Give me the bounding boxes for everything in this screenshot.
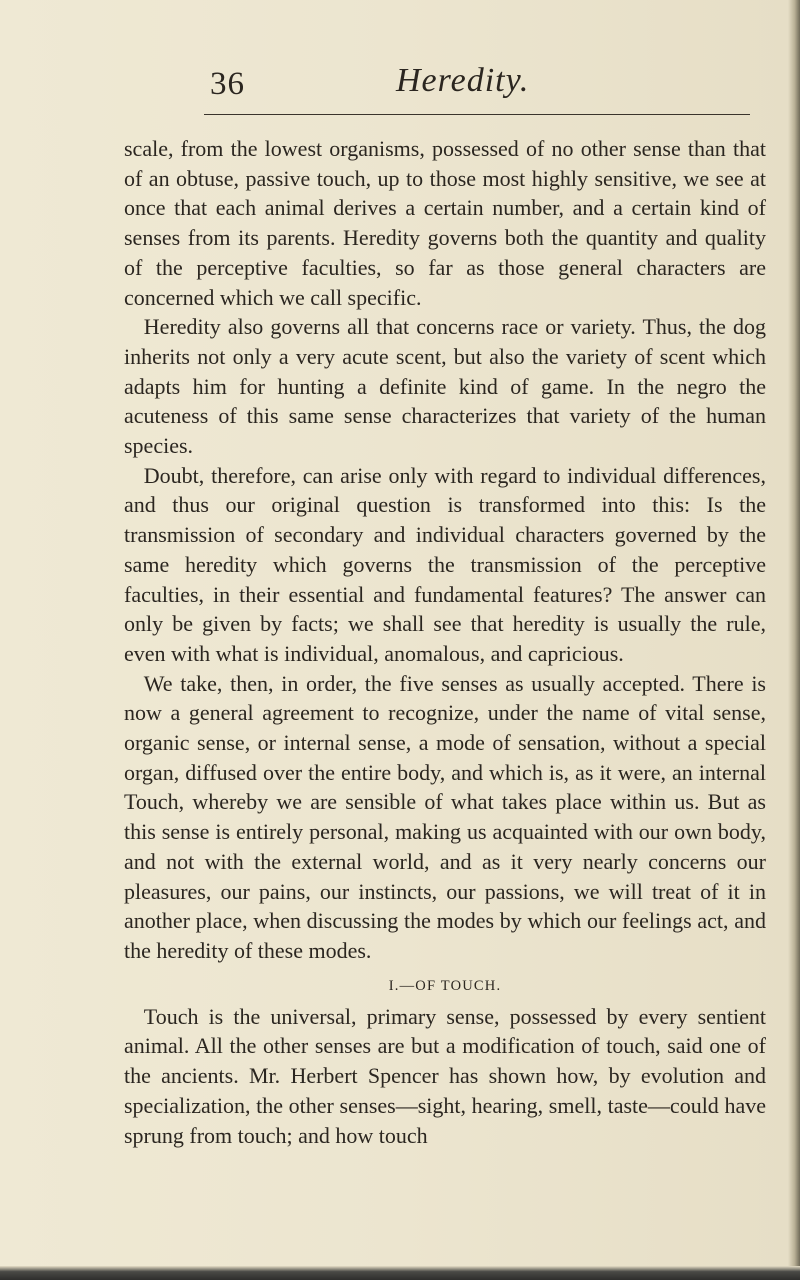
section-heading <box>124 972 766 1000</box>
paragraph: Touch is the universal, primary sense, possessed by every sentient animal. All the other senses are but a modification of touch, said one of the ancients. Mr. Herbert Spencer has shown how, by evolution and specialization, the other senses—sight, hearing, smell, taste—could have sprung from touch; and how touch <box>124 1003 766 1148</box>
section-heading-text: I.—OF TOUCH. <box>388 977 502 994</box>
paragraph: Heredity also governs all that concerns race or variety. Thus, the dog inherits not only a very acute scent, but also the variety of scent which adapts him for hunting a definite kind of game. In the negro the acuteness of this same sense characterizes that variety of the human species. <box>124 314 766 459</box>
header-rule <box>204 114 750 115</box>
running-title: Heredity. <box>396 62 530 99</box>
paragraph: We take, then, in order, the five senses as usually accepted. There is now a general agreement to recognize, under the name of vital sense, organic sense, or internal sense, a mode of sensation, without a special organ, diffused over the entire body, and which is, as it were, an internal Touch, whereby we are sensible of what takes place within us. But as this sense is entirely personal, making us acquainted with our own body, and not with the external world, and as it very nearly concerns our pleasures, our pains, our instincts, our passions, we will treat of it in another place, when discussing the modes by which our feelings act, and the heredity of these modes. <box>124 670 766 963</box>
page-bottom-edge <box>0 1266 800 1280</box>
paragraph: Doubt, therefore, can arise only with regard to individual differences, and thus our original question is transformed into this: Is the transmission of secondary and individual characters governed by the same heredity which governs the transmission of the perceptive faculties, in their essential and fundamental features? The answer can only be given by facts; we shall see that heredity is usually the rule, even with what is individual, anomalous, and capricious. <box>124 462 766 666</box>
page-edge-shadow <box>788 0 800 1280</box>
body-text <box>124 134 766 1150</box>
paragraph: scale, from the lowest organisms, possessed of no other sense than that of an obtuse, passive touch, up to those most highly sensitive, we see at once that each animal derives a certain number, and a certain kind of senses from its parents. Heredity governs both the quantity and quality of the perceptive faculties, so far as those general characters are concerned which we call specific. <box>124 136 766 310</box>
page-number: 36 <box>210 66 245 102</box>
